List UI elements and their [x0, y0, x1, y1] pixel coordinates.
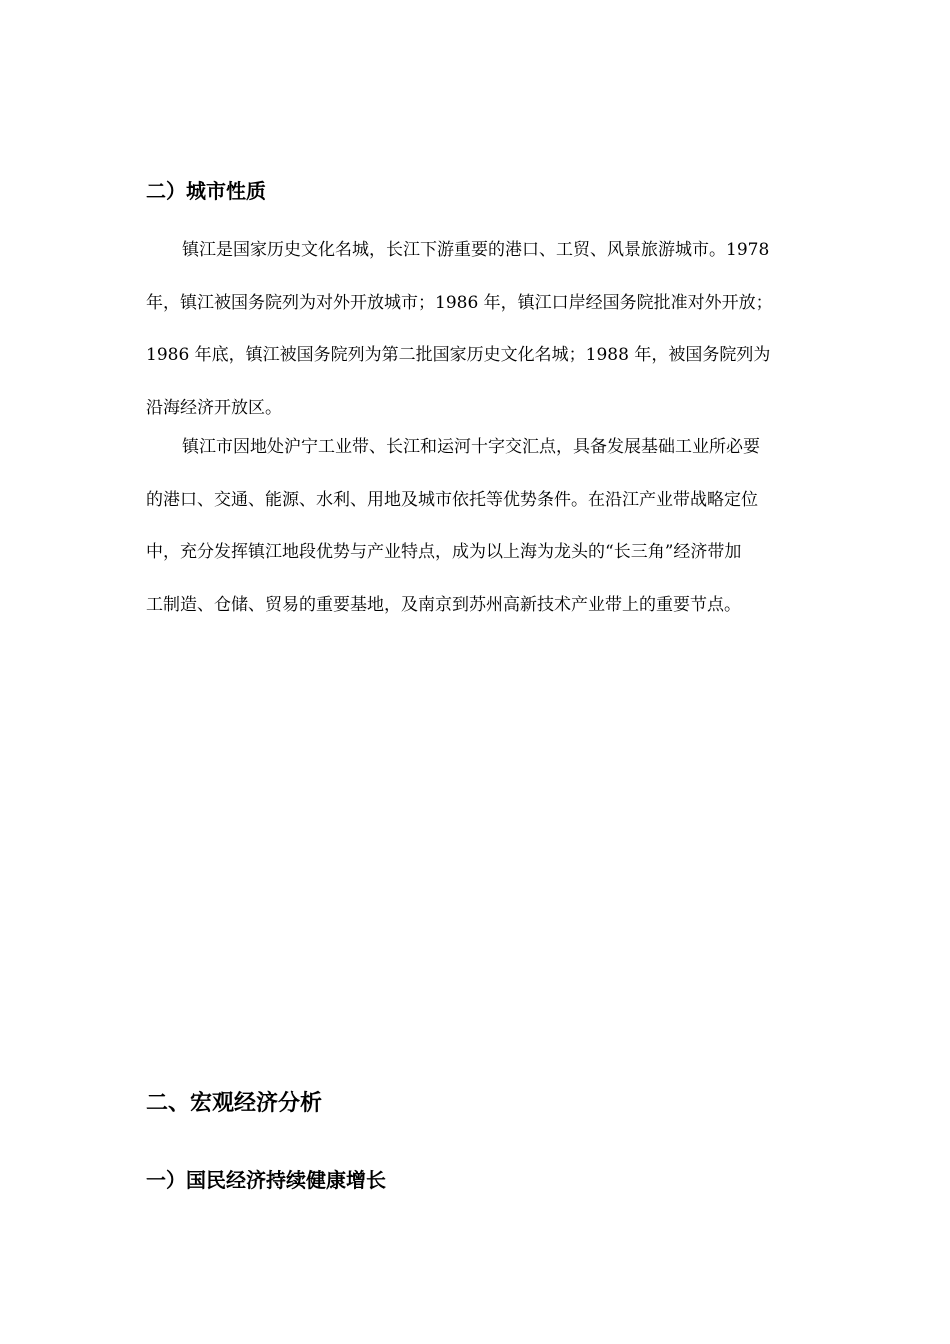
- paragraph-line: 1986 年底，镇江被国务院列为第二批国家历史文化名城；1988 年，被国务院列为: [146, 345, 771, 365]
- section-heading-macro-economy: 二、宏观经济分析: [146, 1091, 323, 1116]
- paragraph-city-nature-1: [146, 224, 842, 434]
- paragraph-line: 中，充分发挥镇江地段优势与产业特点，成为以上海为龙头的“长三角”经济带加: [146, 542, 742, 562]
- section-heading-city-nature: 二）城市性质: [146, 179, 266, 203]
- paragraph-line: 镇江市因地处沪宁工业带、长江和运河十字交汇点，具备发展基础工业所必要: [182, 437, 760, 457]
- paragraph-line: 年，镇江被国务院列为对外开放城市；1986 年，镇江口岸经国务院批准对外开放；: [146, 292, 773, 313]
- paragraph-line: 沿海经济开放区。: [146, 397, 282, 418]
- subsection-heading-growth: 一）国民经济持续健康增长: [146, 1168, 386, 1192]
- paragraph-line: 镇江是国家历史文化名城，长江下游重要的港口、工贸、风景旅游城市。1978: [182, 240, 770, 260]
- paragraph-line: 工制造、仓储、贸易的重要基地，及南京到苏州高新技术产业带上的重要节点。: [146, 594, 741, 615]
- paragraph-line: 的港口、交通、能源、水利、用地及城市依托等优势条件。在沿江产业带战略定位: [146, 489, 758, 510]
- paragraph-city-nature-2: [146, 421, 842, 631]
